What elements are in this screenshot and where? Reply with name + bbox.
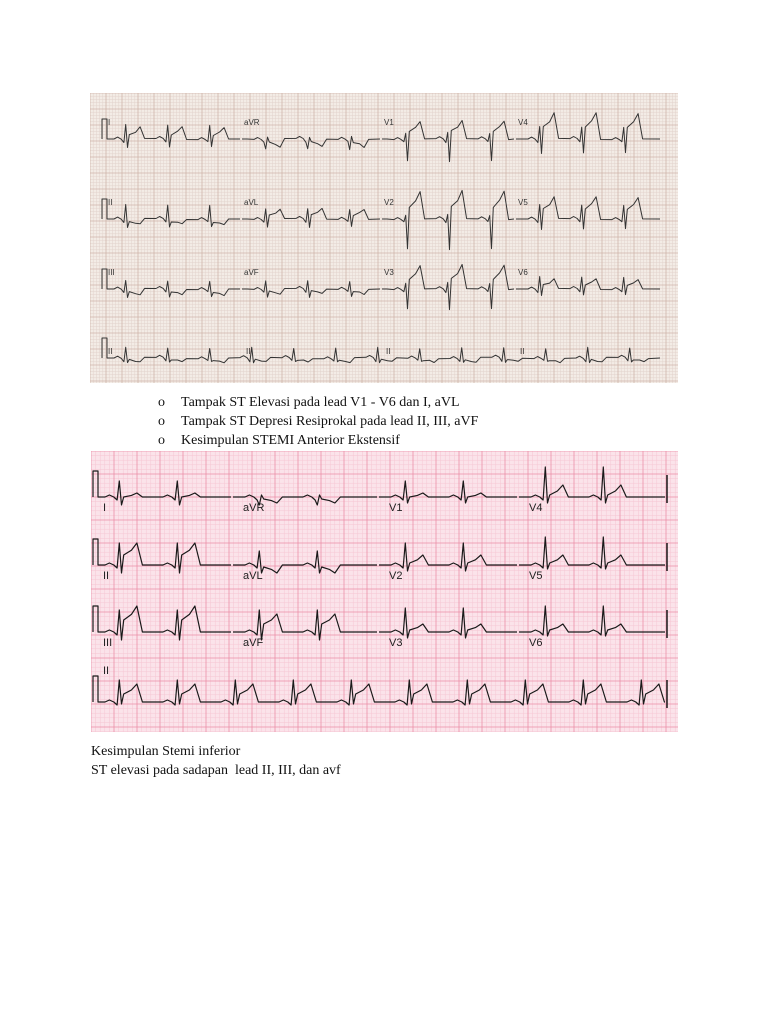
bullet-marker: o — [158, 414, 165, 429]
lead-label-avl: aVL — [244, 198, 259, 207]
lead-label-v1: V1 — [384, 118, 394, 127]
lead-label-avr: aVR — [244, 118, 260, 127]
ecg-figure-anterior — [90, 93, 678, 383]
lead-label-v4: V4 — [518, 118, 528, 127]
lead-label-v6: V6 — [529, 637, 543, 649]
findings-text: Tampak ST Elevasi pada lead V1 - V6 dan I, aVL — [181, 395, 460, 410]
lead-label-v3: V3 — [389, 637, 403, 649]
lead-label-v5: V5 — [518, 198, 528, 207]
lead-label-ii: II — [103, 570, 110, 582]
bullet-marker: o — [158, 433, 165, 448]
lead-label-v4: V4 — [529, 502, 543, 514]
lead-label-rhythm-ii: II — [520, 347, 525, 356]
ecg-tracing-inferior — [91, 451, 678, 732]
lead-label-v1: V1 — [389, 502, 403, 514]
lead-label-v6: V6 — [518, 268, 528, 277]
conclusion-title: Kesimpulan Stemi inferior — [91, 744, 241, 759]
lead-label-i: I — [108, 118, 111, 127]
lead-label-v3: V3 — [384, 268, 394, 277]
lead-label-iii: III — [103, 637, 113, 649]
lead-label-avl: aVL — [243, 570, 263, 582]
lead-label-rhythm-ii: II — [386, 347, 391, 356]
lead-label-i: I — [103, 502, 107, 514]
lead-label-rhythm-ii: II — [108, 347, 113, 356]
lead-label-rhythm-ii: II — [246, 347, 251, 356]
lead-label-avf: aVF — [244, 268, 259, 277]
lead-label-ii: II — [108, 198, 113, 207]
lead-label-iii: III — [108, 268, 115, 277]
findings-text: Kesimpulan STEMI Anterior Ekstensif — [181, 433, 400, 448]
ecg2-paper — [91, 451, 678, 732]
findings-list — [158, 393, 478, 450]
lead-label-v5: V5 — [529, 570, 543, 582]
lead-label-rhythm-ii: II — [103, 665, 110, 677]
bullet-marker: o — [158, 395, 165, 410]
ecg-tracing-anterior — [90, 93, 678, 383]
lead-label-v2: V2 — [384, 198, 394, 207]
lead-label-avf: aVF — [243, 637, 264, 649]
findings-item — [158, 431, 478, 450]
lead-label-avr: aVR — [243, 502, 265, 514]
conclusion-detail: ST elevasi pada sadapan lead II, III, dan avf — [91, 763, 341, 778]
findings-item — [158, 412, 478, 431]
findings-item — [158, 393, 478, 412]
findings-text: Tampak ST Depresi Resiprokal pada lead II, III, aVF — [181, 414, 479, 429]
conclusion-block — [91, 742, 341, 780]
ecg-figure-inferior — [91, 451, 678, 732]
lead-label-v2: V2 — [389, 570, 403, 582]
